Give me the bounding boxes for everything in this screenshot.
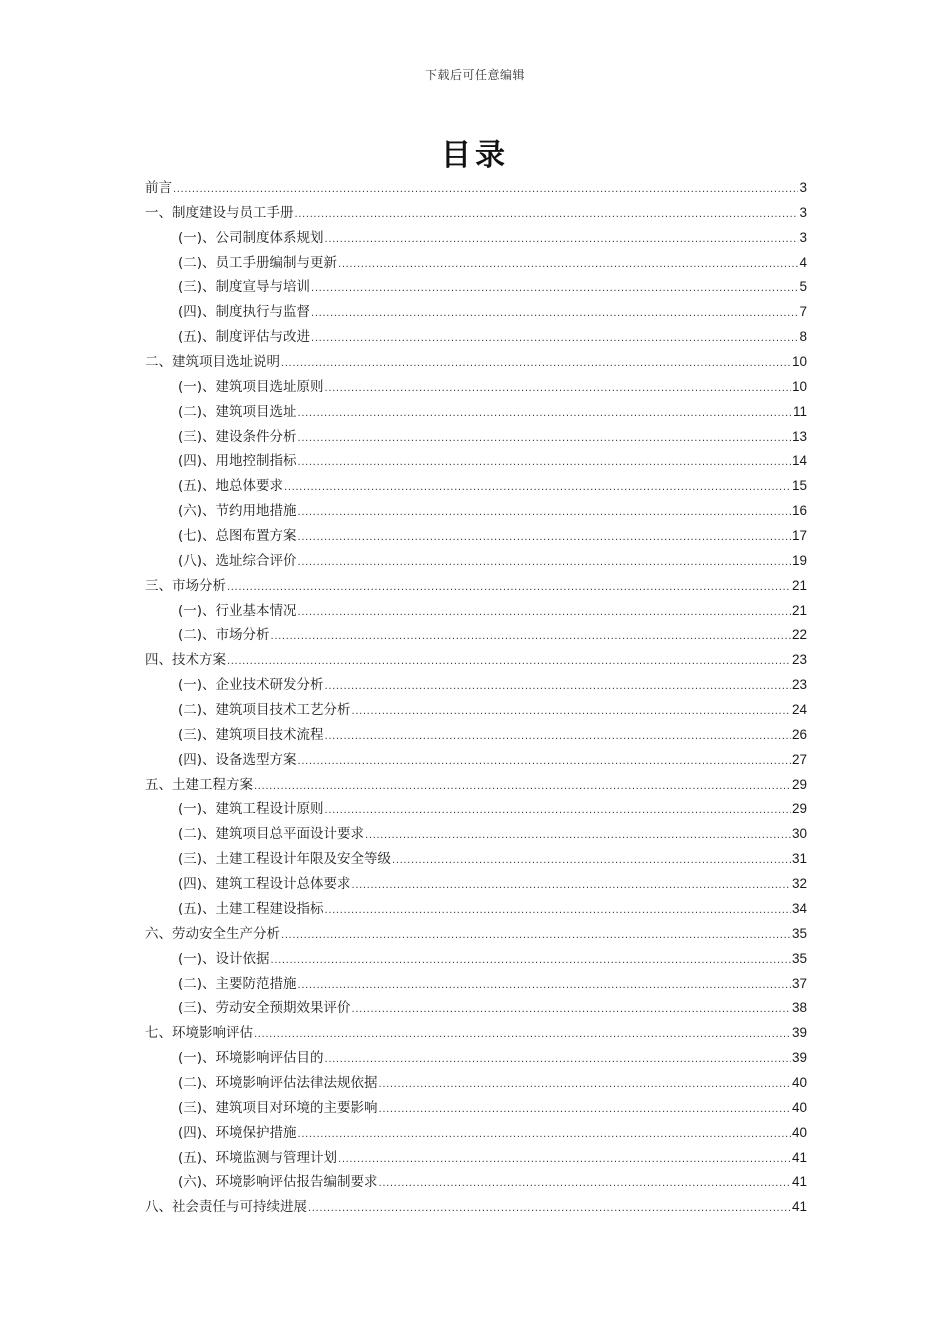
- toc-section-entry[interactable]: [145, 1195, 807, 1220]
- toc-entry-label: (四)、设备选型方案: [178, 751, 297, 768]
- toc-page-number: 29: [791, 801, 807, 817]
- toc-dot-leader: [298, 1123, 791, 1148]
- toc-dot-leader: [281, 924, 791, 949]
- toc-page-number: 5: [799, 279, 807, 295]
- toc-dot-leader: [325, 228, 799, 253]
- toc-page-number: 17: [791, 528, 807, 544]
- toc-page-number: 22: [791, 627, 807, 643]
- toc-subsection-entry[interactable]: [145, 1121, 807, 1146]
- toc-entry-label: (三)、建筑项目对环境的主要影响: [178, 1099, 378, 1116]
- toc-dot-leader: [325, 799, 791, 824]
- toc-page-number: 32: [791, 876, 807, 892]
- toc-dot-leader: [298, 551, 791, 576]
- toc-entry-label: (七)、总图布置方案: [178, 528, 297, 545]
- toc-subsection-entry[interactable]: [145, 1146, 807, 1171]
- toc-subsection-entry[interactable]: [145, 872, 807, 897]
- toc-dot-leader: [281, 352, 791, 377]
- toc-subsection-entry[interactable]: [145, 723, 807, 748]
- toc-page-number: 3: [799, 180, 807, 195]
- toc-subsection-entry[interactable]: [145, 797, 807, 822]
- toc-entry-label: (八)、选址综合评价: [178, 552, 297, 569]
- toc-subsection-entry[interactable]: [145, 1096, 807, 1121]
- toc-page-number: 10: [791, 354, 807, 370]
- toc-entry-label: (一)、环境影响评估目的: [178, 1050, 324, 1067]
- toc-page-number: 23: [791, 677, 807, 693]
- toc-page-number: 19: [791, 552, 807, 568]
- toc-entry-label: (一)、行业基本情况: [178, 602, 297, 619]
- toc-entry-label: (三)、建设条件分析: [178, 428, 297, 445]
- toc-dot-leader: [311, 327, 798, 352]
- toc-page-number: 37: [791, 975, 807, 991]
- toc-page-number: 41: [791, 1174, 807, 1190]
- toc-page-number: 27: [791, 751, 807, 767]
- toc-dot-leader: [254, 1023, 791, 1048]
- toc-dot-leader: [379, 1172, 791, 1197]
- toc-page-number: 23: [791, 652, 807, 668]
- toc-entry-label: (三)、劳动安全预期效果评价: [178, 1000, 351, 1017]
- toc-subsection-entry[interactable]: [145, 673, 807, 698]
- toc-page-number: 39: [791, 1025, 807, 1041]
- toc-subsection-entry[interactable]: [145, 549, 807, 574]
- toc-entry-label: 一、制度建设与员工手册: [145, 204, 294, 221]
- toc-subsection-entry[interactable]: [145, 449, 807, 474]
- toc-dot-leader: [271, 625, 791, 650]
- toc-subsection-entry[interactable]: [145, 375, 807, 400]
- toc-entry-label: (三)、制度宣导与培训: [178, 279, 311, 296]
- toc-dot-leader: [227, 650, 791, 675]
- toc-subsection-entry[interactable]: [145, 1170, 807, 1195]
- toc-subsection-entry[interactable]: [145, 623, 807, 648]
- toc-entry-label: (四)、用地控制指标: [178, 453, 297, 470]
- toc-entry-label: (二)、主要防范措施: [178, 975, 297, 992]
- toc-page-number: 10: [791, 378, 807, 394]
- toc-subsection-entry[interactable]: [145, 748, 807, 773]
- page-title: 目录: [441, 138, 509, 173]
- toc-subsection-entry[interactable]: [145, 897, 807, 922]
- toc-dot-leader: [298, 501, 791, 526]
- toc-dot-leader: [325, 1048, 791, 1073]
- toc-entry-label: (五)、土建工程建设指标: [178, 900, 324, 917]
- toc-dot-leader: [298, 451, 791, 476]
- toc-subsection-entry[interactable]: [145, 1071, 807, 1096]
- toc-dot-leader: [379, 1098, 791, 1123]
- toc-subsection-entry[interactable]: [145, 847, 807, 872]
- toc-entry-label: 五、土建工程方案: [145, 776, 253, 793]
- toc-section-entry[interactable]: [145, 773, 807, 798]
- toc-dot-leader: [254, 775, 791, 800]
- table-of-contents: [145, 176, 807, 1220]
- toc-entry-label: 前言: [145, 180, 172, 196]
- toc-dot-leader: [311, 302, 798, 327]
- toc-entry-label: (一)、企业技术研发分析: [178, 677, 324, 694]
- toc-dot-leader: [365, 824, 791, 849]
- toc-subsection-entry[interactable]: [145, 474, 807, 499]
- toc-page-number: 3: [799, 204, 807, 220]
- toc-subsection-entry[interactable]: [145, 251, 807, 276]
- toc-subsection-entry[interactable]: [145, 425, 807, 450]
- toc-dot-leader: [298, 402, 792, 427]
- toc-page-number: 40: [791, 1099, 807, 1115]
- page-header: 下载后可任意编辑: [424, 68, 525, 82]
- toc-entry-label: (五)、环境监测与管理计划: [178, 1149, 338, 1166]
- toc-dot-leader: [379, 1073, 791, 1098]
- toc-dot-leader: [295, 203, 799, 228]
- toc-page-number: 40: [791, 1124, 807, 1140]
- toc-page-number: 16: [791, 503, 807, 519]
- toc-page-number: 15: [791, 478, 807, 494]
- toc-page-number: 21: [791, 602, 807, 618]
- toc-dot-leader: [298, 427, 791, 452]
- toc-entry-label: (二)、环境影响评估法律法规依据: [178, 1074, 378, 1091]
- toc-subsection-entry[interactable]: [145, 325, 807, 350]
- toc-page-number: 8: [799, 329, 807, 345]
- toc-page-number: 40: [791, 1074, 807, 1090]
- toc-entry-label: (二)、市场分析: [178, 627, 270, 644]
- toc-dot-leader: [311, 277, 798, 302]
- toc-page-number: 13: [791, 428, 807, 444]
- toc-subsection-entry[interactable]: [145, 300, 807, 325]
- toc-entry-label: (四)、制度执行与监督: [178, 304, 311, 321]
- toc-entry-label: (六)、环境影响评估报告编制要求: [178, 1174, 378, 1191]
- toc-entry-label: 七、环境影响评估: [145, 1025, 253, 1042]
- toc-page-number: 26: [791, 726, 807, 742]
- toc-page-number: 21: [791, 577, 807, 593]
- toc-page-number: 7: [799, 304, 807, 320]
- toc-entry-label: (一)、建筑工程设计原则: [178, 801, 324, 818]
- toc-subsection-entry[interactable]: [145, 822, 807, 847]
- toc-page-number: 14: [791, 453, 807, 469]
- toc-page-number: 39: [791, 1050, 807, 1066]
- toc-dot-leader: [325, 725, 791, 750]
- toc-dot-leader: [338, 1148, 791, 1173]
- toc-subsection-entry[interactable]: [145, 275, 807, 300]
- toc-dot-leader: [173, 178, 798, 203]
- toc-entry-label: (二)、建筑项目总平面设计要求: [178, 826, 365, 843]
- toc-subsection-entry[interactable]: [145, 524, 807, 549]
- toc-entry-label: (五)、地总体要求: [178, 478, 284, 495]
- toc-section-entry[interactable]: [145, 350, 807, 375]
- toc-entry-label: (一)、公司制度体系规划: [178, 229, 324, 246]
- toc-entry-label: 八、社会责任与可持续进展: [145, 1199, 307, 1216]
- toc-entry-label: 六、劳动安全生产分析: [145, 925, 280, 942]
- toc-page-number: 24: [791, 702, 807, 718]
- toc-subsection-entry[interactable]: [145, 947, 807, 972]
- toc-entry-label: (二)、员工手册编制与更新: [178, 254, 338, 271]
- toc-dot-leader: [338, 253, 798, 278]
- toc-page-number: 11: [792, 403, 807, 419]
- toc-entry-label: 四、技术方案: [145, 652, 226, 669]
- toc-entry-label: (二)、建筑项目选址: [178, 403, 297, 420]
- toc-page-number: 3: [799, 229, 807, 245]
- toc-entry-label: (五)、制度评估与改进: [178, 329, 311, 346]
- toc-dot-leader: [352, 700, 791, 725]
- toc-entry-label: (一)、建筑项目选址原则: [178, 378, 324, 395]
- toc-dot-leader: [392, 849, 791, 874]
- toc-dot-leader: [298, 526, 791, 551]
- toc-page-number: 38: [791, 1000, 807, 1016]
- toc-entry-label: (一)、设计依据: [178, 950, 270, 967]
- toc-entry-label: (三)、建筑项目技术流程: [178, 726, 324, 743]
- toc-page-number: 31: [791, 851, 807, 867]
- toc-subsection-entry[interactable]: [145, 400, 807, 425]
- toc-dot-leader: [298, 750, 791, 775]
- toc-page-number: 34: [791, 900, 807, 916]
- toc-dot-leader: [325, 377, 791, 402]
- toc-page-number: 41: [791, 1149, 807, 1165]
- toc-section-entry[interactable]: [145, 176, 807, 201]
- toc-subsection-entry[interactable]: [145, 226, 807, 251]
- toc-entry-label: (四)、环境保护措施: [178, 1124, 297, 1141]
- toc-dot-leader: [352, 874, 791, 899]
- toc-section-entry[interactable]: [145, 922, 807, 947]
- toc-section-entry[interactable]: [145, 648, 807, 673]
- toc-dot-leader: [325, 899, 791, 924]
- toc-entry-label: (六)、节约用地措施: [178, 503, 297, 520]
- toc-page-number: 41: [791, 1199, 807, 1215]
- toc-dot-leader: [308, 1197, 791, 1222]
- toc-entry-label: (四)、建筑工程设计总体要求: [178, 876, 351, 893]
- toc-subsection-entry[interactable]: [145, 499, 807, 524]
- toc-page-number: 29: [791, 776, 807, 792]
- toc-dot-leader: [271, 949, 791, 974]
- toc-dot-leader: [227, 576, 791, 601]
- toc-entry-label: (二)、建筑项目技术工艺分析: [178, 702, 351, 719]
- toc-dot-leader: [284, 476, 791, 501]
- toc-dot-leader: [352, 998, 791, 1023]
- toc-entry-label: (三)、土建工程设计年限及安全等级: [178, 851, 392, 868]
- toc-subsection-entry[interactable]: [145, 1046, 807, 1071]
- toc-section-entry[interactable]: [145, 1021, 807, 1046]
- toc-subsection-entry[interactable]: [145, 698, 807, 723]
- toc-dot-leader: [298, 601, 791, 626]
- toc-page-number: 35: [791, 925, 807, 941]
- toc-subsection-entry[interactable]: [145, 972, 807, 997]
- toc-section-entry[interactable]: [145, 201, 807, 226]
- toc-entry-label: 二、建筑项目选址说明: [145, 354, 280, 371]
- toc-dot-leader: [325, 675, 791, 700]
- toc-subsection-entry[interactable]: [145, 599, 807, 624]
- toc-page-number: 4: [799, 254, 807, 270]
- toc-entry-label: 三、市场分析: [145, 577, 226, 594]
- toc-page-number: 30: [791, 826, 807, 842]
- toc-page-number: 35: [791, 950, 807, 966]
- toc-section-entry[interactable]: [145, 574, 807, 599]
- toc-dot-leader: [298, 974, 791, 999]
- toc-subsection-entry[interactable]: [145, 996, 807, 1021]
